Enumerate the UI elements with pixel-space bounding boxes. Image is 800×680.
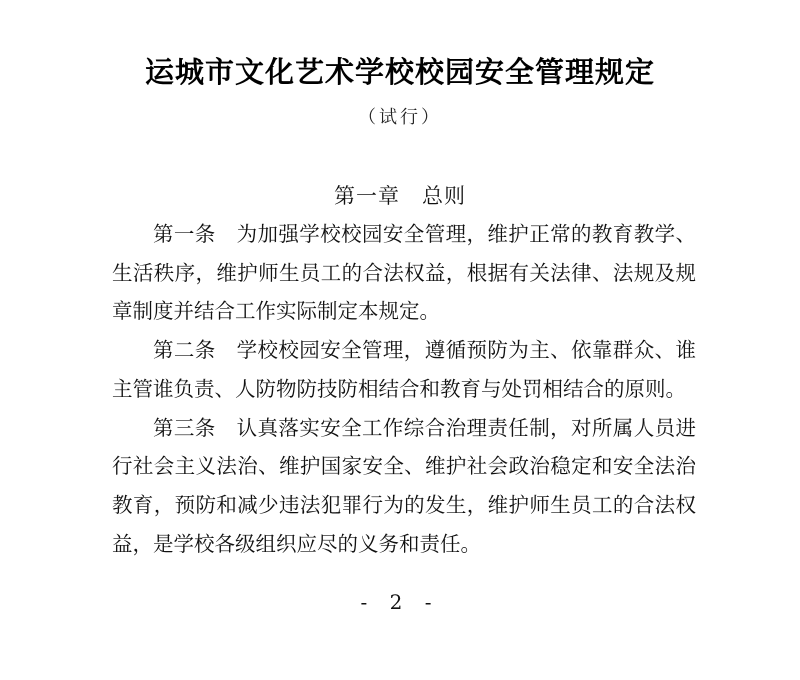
document-subtitle: （试行） [358, 107, 442, 128]
page-number: - 2 - [360, 590, 440, 614]
article-1-paragraph: 第一条 为加强学校校园安全管理，维护正常的教育教学、生活秩序，维护师生员工的合法权益，根据有关法律、法规及规章制度并结合工作实际制定本规定。 [112, 222, 696, 324]
chapter-heading: 第一章 总则 [334, 184, 466, 208]
document-body [112, 215, 696, 563]
article-3-paragraph: 第三条 认真落实安全工作综合治理责任制，对所属人员进行社会主义法治、维护国家安全、维护社会政治稳定和安全法治教育，预防和减少违法犯罪行为的发生，维护师生员工的合法权益，是学校各级组织应尽的义务和责任。 [112, 415, 696, 556]
article-2-paragraph: 第二条 学校校园安全管理，遵循预防为主、依靠群众、谁主管谁负责、人防物防技防相结合和教育与处罚相结合的原则。 [112, 338, 696, 401]
document-title: 运城市文化艺术学校校园安全管理规定 [144, 55, 655, 89]
